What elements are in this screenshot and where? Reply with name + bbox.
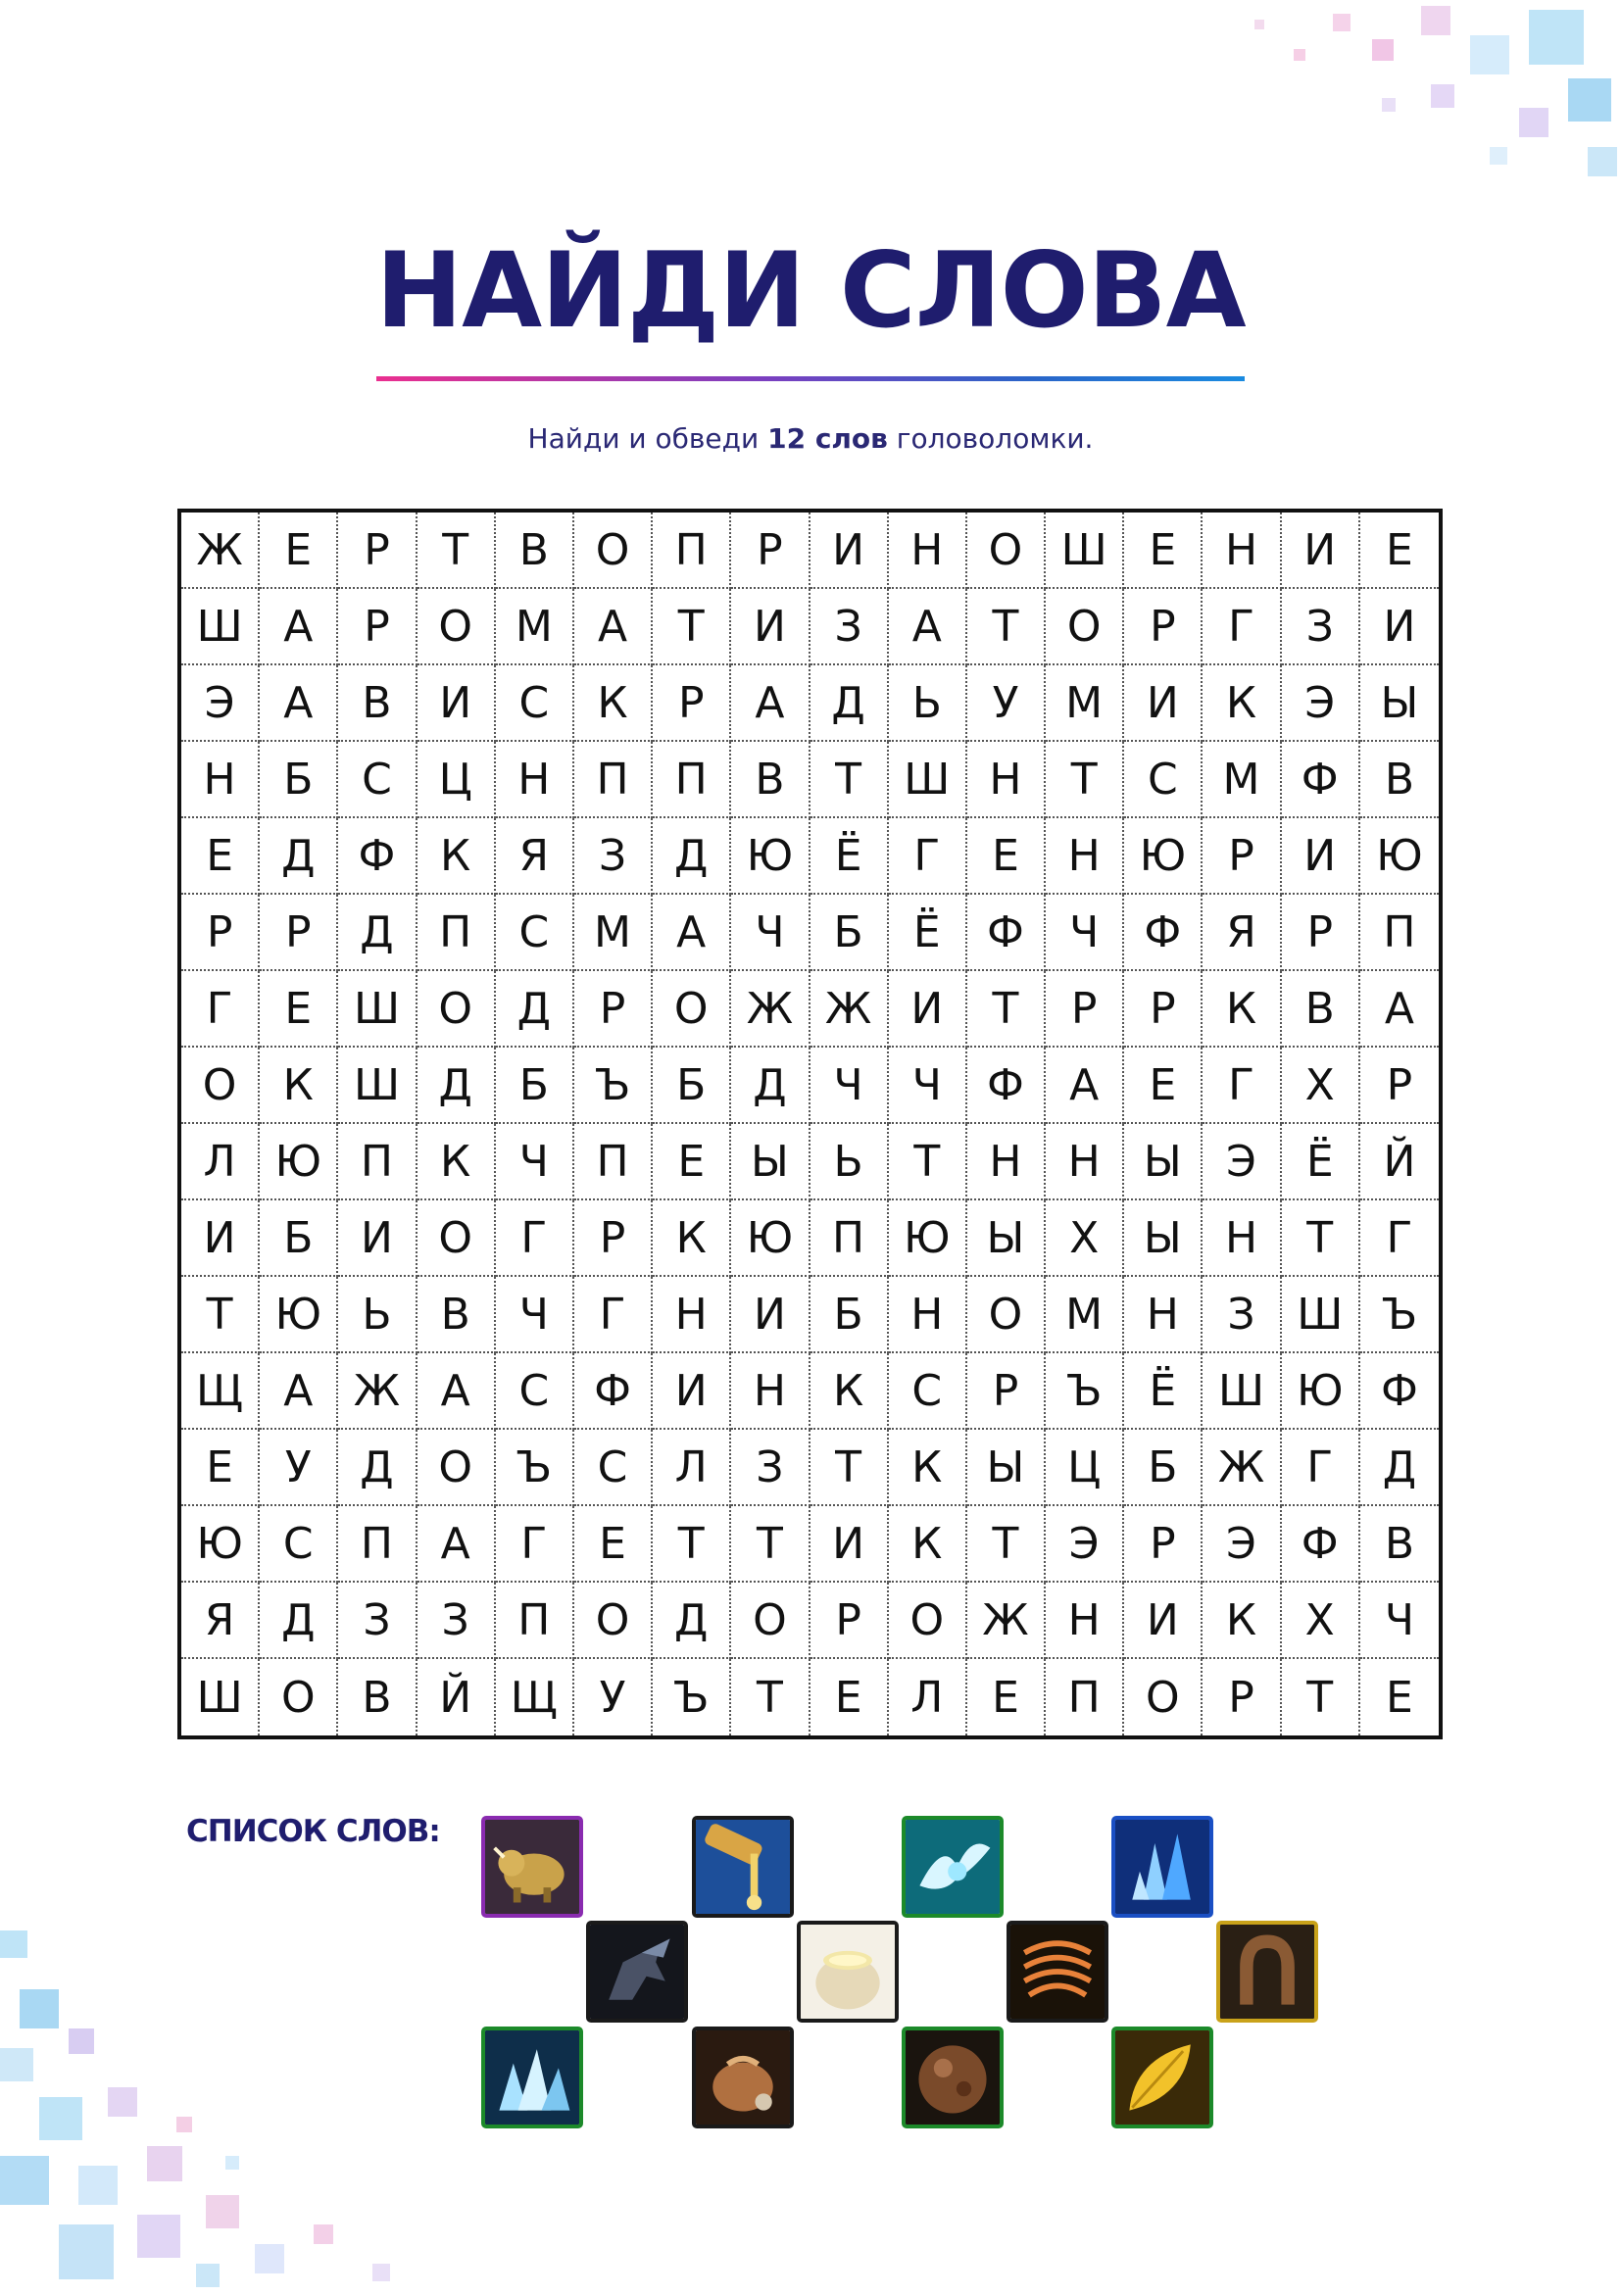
grid-cell[interactable]: Ъ — [1360, 1277, 1439, 1353]
blue-crystal-icon — [1111, 1816, 1213, 1918]
grid-cell[interactable]: А — [418, 1506, 496, 1583]
grid-cell[interactable]: Ж — [1203, 1430, 1281, 1506]
grid-cell[interactable]: О — [889, 1583, 967, 1659]
grid-cell[interactable]: О — [1124, 1659, 1203, 1735]
grid-cell[interactable]: Н — [1203, 513, 1281, 589]
grid-cell[interactable]: Ё — [889, 895, 967, 971]
grid-cell[interactable]: Ю — [889, 1200, 967, 1277]
grid-cell[interactable]: С — [338, 742, 417, 818]
grid-cell[interactable]: П — [810, 1200, 889, 1277]
grid-cell[interactable]: Е — [574, 1506, 653, 1583]
grid-cell[interactable]: С — [496, 1353, 574, 1430]
spaghetti-icon — [1007, 1921, 1108, 2023]
grid-cell[interactable]: В — [731, 742, 810, 818]
instruction-text — [0, 419, 1621, 459]
pouring-bottle-icon — [692, 1816, 794, 1918]
grid-cell[interactable]: Е — [967, 1659, 1046, 1735]
grid-cell[interactable]: Ё — [810, 818, 889, 895]
grid-cell[interactable]: Ч — [1046, 895, 1124, 971]
grid-cell[interactable]: Й — [1360, 1124, 1439, 1200]
grid-cell[interactable]: Д — [260, 818, 338, 895]
grid-cell[interactable]: Ф — [574, 1353, 653, 1430]
grid-cell[interactable]: У — [967, 665, 1046, 742]
grid-cell[interactable]: Н — [653, 1277, 731, 1353]
grid-cell[interactable]: П — [496, 1583, 574, 1659]
grid-cell[interactable]: К — [889, 1506, 967, 1583]
grid-cell[interactable]: В — [1360, 1506, 1439, 1583]
grid-cell[interactable]: И — [1282, 513, 1360, 589]
grid-cell[interactable]: Ь — [810, 1124, 889, 1200]
grid-cell[interactable]: Р — [181, 895, 260, 971]
grid-cell[interactable]: О — [967, 513, 1046, 589]
grid-cell[interactable]: Ц — [1046, 1430, 1124, 1506]
grid-cell[interactable]: Ы — [731, 1124, 810, 1200]
grid-cell[interactable]: Л — [889, 1659, 967, 1735]
grid-cell[interactable]: А — [1360, 971, 1439, 1048]
grid-cell[interactable]: М — [1046, 665, 1124, 742]
grid-cell[interactable]: А — [889, 589, 967, 665]
grid-cell[interactable]: Н — [889, 1277, 967, 1353]
instruction-prefix: Найди и обведи — [527, 422, 768, 455]
grid-cell[interactable]: Э — [1282, 665, 1360, 742]
grid-cell[interactable]: Ю — [260, 1277, 338, 1353]
grid-cell[interactable]: Ч — [1360, 1583, 1439, 1659]
grid-cell[interactable]: О — [967, 1277, 1046, 1353]
grid-cell[interactable]: Ц — [418, 742, 496, 818]
grid-cell[interactable]: Ю — [260, 1124, 338, 1200]
grid-cell[interactable]: Ш — [1046, 513, 1124, 589]
grid-cell[interactable]: Р — [260, 895, 338, 971]
grid-cell[interactable]: Е — [1124, 1048, 1203, 1124]
grid-cell[interactable]: Я — [181, 1583, 260, 1659]
grid-cell[interactable]: И — [418, 665, 496, 742]
grid-cell[interactable]: Я — [1203, 895, 1281, 971]
grid-cell[interactable]: Х — [1282, 1583, 1360, 1659]
grid-cell[interactable]: Ф — [1360, 1353, 1439, 1430]
grid-cell[interactable]: Щ — [181, 1353, 260, 1430]
grid-cell[interactable]: Д — [1360, 1430, 1439, 1506]
grid-cell[interactable]: А — [574, 589, 653, 665]
grid-cell[interactable]: Э — [1203, 1506, 1281, 1583]
grid-cell[interactable]: Е — [260, 971, 338, 1048]
dark-horse-icon — [586, 1921, 688, 2023]
grid-cell[interactable]: Р — [1282, 895, 1360, 971]
grid-cell[interactable]: Б — [653, 1048, 731, 1124]
grid-cell[interactable]: Р — [1203, 818, 1281, 895]
grid-cell[interactable]: Г — [496, 1506, 574, 1583]
grid-cell[interactable]: Ш — [181, 1659, 260, 1735]
grid-cell[interactable]: Й — [418, 1659, 496, 1735]
grid-cell[interactable]: Г — [1282, 1430, 1360, 1506]
grid-cell[interactable]: А — [260, 1353, 338, 1430]
grid-cell[interactable]: Е — [181, 818, 260, 895]
grid-cell[interactable]: Р — [1124, 589, 1203, 665]
grid-cell[interactable]: Ф — [338, 818, 417, 895]
title-divider — [376, 376, 1245, 381]
grid-cell[interactable]: И — [889, 971, 967, 1048]
grid-cell[interactable]: А — [1046, 1048, 1124, 1124]
grid-cell[interactable]: П — [653, 742, 731, 818]
grid-cell[interactable]: Г — [574, 1277, 653, 1353]
grid-cell[interactable]: Т — [810, 742, 889, 818]
grid-cell[interactable]: Ъ — [496, 1430, 574, 1506]
ice-crystal-icon — [481, 2027, 583, 2128]
pixel-pattern-icon — [1058, 0, 1621, 196]
grid-cell[interactable]: З — [810, 589, 889, 665]
grid-cell[interactable]: Д — [810, 665, 889, 742]
grid-cell[interactable]: Ш — [1203, 1353, 1281, 1430]
grid-cell[interactable]: К — [574, 665, 653, 742]
grid-cell[interactable]: К — [1203, 665, 1281, 742]
grid-cell[interactable]: Ф — [1282, 742, 1360, 818]
grid-cell[interactable]: С — [889, 1353, 967, 1430]
grid-cell[interactable]: З — [1203, 1277, 1281, 1353]
grid-cell[interactable]: Ь — [889, 665, 967, 742]
grid-cell[interactable]: Ю — [1282, 1353, 1360, 1430]
grid-cell[interactable]: Б — [810, 1277, 889, 1353]
grid-cell[interactable]: Б — [1124, 1430, 1203, 1506]
grid-cell[interactable]: Щ — [496, 1659, 574, 1735]
grid-cell[interactable]: Х — [1046, 1200, 1124, 1277]
grid-cell[interactable]: Т — [731, 1506, 810, 1583]
grid-cell[interactable]: Ф — [1282, 1506, 1360, 1583]
grid-cell[interactable]: Ш — [338, 1048, 417, 1124]
coin-pouch-icon — [692, 2027, 794, 2128]
grid-cell[interactable]: О — [574, 513, 653, 589]
grid-cell[interactable]: Т — [418, 513, 496, 589]
grid-cell[interactable]: А — [260, 589, 338, 665]
grid-cell[interactable]: З — [574, 818, 653, 895]
grid-cell[interactable]: О — [418, 589, 496, 665]
grid-cell[interactable]: Ш — [1282, 1277, 1360, 1353]
grid-cell[interactable]: Т — [653, 589, 731, 665]
grid-cell[interactable]: Т — [967, 971, 1046, 1048]
grid-cell[interactable]: М — [496, 589, 574, 665]
grid-cell[interactable]: Г — [181, 971, 260, 1048]
grid-cell[interactable]: Н — [967, 1124, 1046, 1200]
grid-cell[interactable]: О — [418, 971, 496, 1048]
grid-cell[interactable]: Ь — [338, 1277, 417, 1353]
grid-cell[interactable]: Ф — [967, 895, 1046, 971]
grid-cell[interactable]: О — [574, 1583, 653, 1659]
grid-cell[interactable]: Д — [731, 1048, 810, 1124]
grid-cell[interactable]: Г — [496, 1200, 574, 1277]
grid-cell[interactable]: Д — [496, 971, 574, 1048]
grid-cell[interactable]: П — [338, 1124, 417, 1200]
grid-cell[interactable]: П — [574, 742, 653, 818]
grid-cell[interactable]: Ы — [1360, 665, 1439, 742]
grid-cell[interactable]: И — [810, 513, 889, 589]
grid-cell[interactable]: Ё — [1282, 1124, 1360, 1200]
grid-cell[interactable]: Ч — [496, 1277, 574, 1353]
grid-cell[interactable]: Н — [1046, 818, 1124, 895]
grid-cell[interactable]: М — [1203, 742, 1281, 818]
grid-cell[interactable]: Е — [810, 1659, 889, 1735]
grid-cell[interactable]: П — [1046, 1659, 1124, 1735]
grid-cell[interactable]: К — [1203, 971, 1281, 1048]
grid-cell[interactable]: К — [418, 1124, 496, 1200]
grid-cell[interactable]: З — [731, 1430, 810, 1506]
grid-cell[interactable]: Р — [574, 971, 653, 1048]
grid-cell[interactable]: Е — [181, 1430, 260, 1506]
grid-cell[interactable]: У — [260, 1430, 338, 1506]
grid-cell[interactable]: С — [496, 895, 574, 971]
grid-cell[interactable]: Г — [889, 818, 967, 895]
grid-cell[interactable]: Д — [653, 1583, 731, 1659]
grid-cell[interactable]: З — [338, 1583, 417, 1659]
grid-cell[interactable]: Э — [181, 665, 260, 742]
grid-cell[interactable]: Х — [1282, 1048, 1360, 1124]
pixel-pattern-icon — [0, 1901, 549, 2292]
grid-cell[interactable]: У — [574, 1659, 653, 1735]
grid-cell[interactable]: З — [418, 1583, 496, 1659]
grid-cell[interactable]: Н — [731, 1353, 810, 1430]
grid-cell[interactable]: Е — [1124, 513, 1203, 589]
grid-cell[interactable]: К — [1203, 1583, 1281, 1659]
grid-cell[interactable]: Р — [731, 513, 810, 589]
grid-cell[interactable]: В — [338, 1659, 417, 1735]
grid-cell[interactable]: А — [653, 895, 731, 971]
grid-cell[interactable]: В — [1282, 971, 1360, 1048]
grid-cell[interactable]: К — [653, 1200, 731, 1277]
grid-cell[interactable]: Т — [1046, 742, 1124, 818]
spirit-bird-icon — [902, 1816, 1004, 1918]
grid-cell[interactable]: З — [1282, 589, 1360, 665]
word-search-grid — [177, 509, 1443, 1739]
grid-cell[interactable]: Ы — [967, 1200, 1046, 1277]
grid-cell[interactable]: Ч — [810, 1048, 889, 1124]
horseshoe-icon — [1216, 1921, 1318, 2023]
grid-cell[interactable]: П — [338, 1506, 417, 1583]
grid-cell[interactable]: Е — [1386, 1672, 1413, 1723]
grid-cell[interactable]: Ы — [1124, 1200, 1203, 1277]
grid-cell[interactable]: Ф — [1124, 895, 1203, 971]
grid-cell[interactable]: Д — [418, 1048, 496, 1124]
grid-cell[interactable]: А — [731, 665, 810, 742]
grid-cell[interactable]: Р — [338, 589, 417, 665]
grid-cell[interactable]: Б — [260, 742, 338, 818]
grid-cell[interactable]: В — [496, 513, 574, 589]
top-right-decoration — [1058, 0, 1621, 196]
grid-cell[interactable]: Н — [1046, 1124, 1124, 1200]
grid-cell[interactable]: Ы — [967, 1430, 1046, 1506]
grid-cell[interactable]: О — [1046, 589, 1124, 665]
grid-cell[interactable]: Е — [967, 818, 1046, 895]
grid-cell[interactable]: Р — [1203, 1659, 1281, 1735]
word-list-label: СПИСОК СЛОВ: — [186, 1814, 440, 1849]
instruction-suffix: головоломки. — [887, 422, 1094, 455]
grid-cell[interactable]: П — [1360, 895, 1439, 971]
brown-orb-icon — [902, 2027, 1004, 2128]
grid-cell[interactable]: И — [731, 589, 810, 665]
grid-cell[interactable]: Т — [810, 1430, 889, 1506]
grid-cell[interactable]: Н — [1046, 1583, 1124, 1659]
grid-cell[interactable]: О — [181, 1048, 260, 1124]
grid-cell[interactable]: Ю — [731, 818, 810, 895]
grid-cell[interactable]: И — [731, 1277, 810, 1353]
grid-cell[interactable]: О — [653, 971, 731, 1048]
grid-cell[interactable]: П — [418, 895, 496, 971]
grid-cell[interactable]: Т — [1282, 1200, 1360, 1277]
grid-cell[interactable]: Ы — [1124, 1124, 1203, 1200]
grid-cell[interactable]: Н — [181, 742, 260, 818]
grid-cell[interactable]: А — [260, 665, 338, 742]
grid-cell[interactable]: Н — [889, 513, 967, 589]
grid-cell[interactable]: О — [418, 1200, 496, 1277]
grid-cell[interactable]: Ю — [1360, 818, 1439, 895]
grid-cell[interactable]: Д — [260, 1583, 338, 1659]
grid-cell[interactable]: Ю — [181, 1506, 260, 1583]
grid-cell[interactable]: Ъ — [653, 1659, 731, 1735]
grid-cell[interactable]: Е — [260, 513, 338, 589]
grid-cell[interactable]: Н — [967, 742, 1046, 818]
grid-cell[interactable]: Т — [967, 1506, 1046, 1583]
grid-cell[interactable]: Я — [496, 818, 574, 895]
grid-cell[interactable]: В — [418, 1277, 496, 1353]
grid-cell[interactable]: Г — [1360, 1200, 1439, 1277]
grid-cell[interactable]: Ш — [338, 971, 417, 1048]
grid-cell[interactable]: Р — [1046, 971, 1124, 1048]
grid-cell[interactable]: Р — [810, 1583, 889, 1659]
grid-cell[interactable]: Э — [1203, 1124, 1281, 1200]
golden-leaf-icon — [1111, 2027, 1213, 2128]
grid-cell[interactable]: Ъ — [574, 1048, 653, 1124]
grid-cell[interactable]: И — [338, 1200, 417, 1277]
grid-cell[interactable]: С — [496, 665, 574, 742]
grid-cell[interactable]: Р — [574, 1200, 653, 1277]
grid-cell[interactable]: Э — [1046, 1506, 1124, 1583]
grid-cell[interactable]: О — [418, 1430, 496, 1506]
grid-cell[interactable]: Ж — [181, 513, 260, 589]
grid-cell[interactable]: Б — [260, 1200, 338, 1277]
grid-cell[interactable]: Ш — [889, 742, 967, 818]
grid-cell[interactable]: Т — [1282, 1659, 1360, 1735]
grid-cell[interactable]: О — [731, 1583, 810, 1659]
grid-cell[interactable]: Г — [1203, 1048, 1281, 1124]
grid-cell[interactable]: Ё — [1124, 1353, 1203, 1430]
grid-cell[interactable]: Н — [496, 742, 574, 818]
grid-cell[interactable]: Р — [338, 513, 417, 589]
grid-cell[interactable]: Б — [496, 1048, 574, 1124]
grid-cell[interactable]: С — [260, 1506, 338, 1583]
page-title: НАЙДИ СЛОВА — [375, 230, 1246, 351]
golden-boar-icon — [481, 1816, 583, 1918]
grid-cell[interactable]: Т — [653, 1506, 731, 1583]
grid-cell[interactable]: И — [181, 1200, 260, 1277]
grid-cell[interactable]: П — [574, 1124, 653, 1200]
grid-cell[interactable]: Ж — [967, 1583, 1046, 1659]
grid-cell[interactable]: Р — [1360, 1048, 1439, 1124]
grid-cell[interactable]: Т — [967, 589, 1046, 665]
grid-cell[interactable]: Ю — [1124, 818, 1203, 895]
grid-cell[interactable]: Д — [338, 895, 417, 971]
grid-cell[interactable]: Е — [1360, 513, 1439, 589]
grid-cell[interactable]: Д — [338, 1430, 417, 1506]
grid-cell[interactable]: И — [1360, 589, 1439, 665]
grid-cell[interactable]: М — [1046, 1277, 1124, 1353]
grid-cell[interactable]: Р — [1124, 1506, 1203, 1583]
bottom-left-decoration — [0, 1901, 549, 2292]
grid-cell[interactable]: Г — [1203, 589, 1281, 665]
grid-cell[interactable]: А — [418, 1353, 496, 1430]
grid-cell[interactable]: И — [1124, 665, 1203, 742]
grid-cell[interactable]: В — [1360, 742, 1439, 818]
grid-cell[interactable]: Н — [1203, 1200, 1281, 1277]
grid-cell[interactable]: Ч — [731, 895, 810, 971]
instruction-count: 12 слов — [767, 422, 888, 455]
grid-cell[interactable]: Т — [731, 1659, 810, 1735]
grid-cell[interactable]: Н — [1124, 1277, 1203, 1353]
grid-cell[interactable]: К — [889, 1430, 967, 1506]
grid-cell[interactable]: Ж — [810, 971, 889, 1048]
grid-cell[interactable]: Л — [653, 1430, 731, 1506]
grid-cell[interactable]: К — [260, 1048, 338, 1124]
grid-cell[interactable]: К — [810, 1353, 889, 1430]
grid-cell[interactable]: Ю — [731, 1200, 810, 1277]
grid-cell[interactable]: Ж — [731, 971, 810, 1048]
grid-cell[interactable]: Б — [810, 895, 889, 971]
grid-cell[interactable]: С — [574, 1430, 653, 1506]
grid-cell[interactable]: М — [574, 895, 653, 971]
grid-cell[interactable]: Е — [653, 1124, 731, 1200]
flour-sack-icon — [797, 1921, 899, 2023]
grid-cell[interactable]: Ъ — [1046, 1353, 1124, 1430]
grid-cell[interactable]: С — [1124, 742, 1203, 818]
grid-cell[interactable]: К — [418, 818, 496, 895]
grid-cell[interactable]: В — [338, 665, 417, 742]
grid-cell[interactable]: Ш — [181, 589, 260, 665]
grid-cell[interactable]: Р — [653, 665, 731, 742]
grid-cell[interactable]: Р — [1124, 971, 1203, 1048]
grid-cell[interactable]: Ч — [496, 1124, 574, 1200]
grid-cell[interactable]: Т — [889, 1124, 967, 1200]
grid-cell[interactable]: Л — [181, 1124, 260, 1200]
grid-cell[interactable]: Р — [967, 1353, 1046, 1430]
grid-cell[interactable]: Ф — [967, 1048, 1046, 1124]
grid-cell[interactable]: П — [653, 513, 731, 589]
grid-cell[interactable]: Т — [181, 1277, 260, 1353]
grid-cell[interactable]: Ж — [338, 1353, 417, 1430]
grid-cell[interactable]: И — [810, 1506, 889, 1583]
grid-cell[interactable]: И — [653, 1353, 731, 1430]
grid-cell[interactable]: И — [1124, 1583, 1203, 1659]
grid-cell[interactable]: О — [260, 1659, 338, 1735]
grid-cell[interactable]: И — [1282, 818, 1360, 895]
grid-cell[interactable]: Д — [653, 818, 731, 895]
grid-cell[interactable]: Ч — [889, 1048, 967, 1124]
